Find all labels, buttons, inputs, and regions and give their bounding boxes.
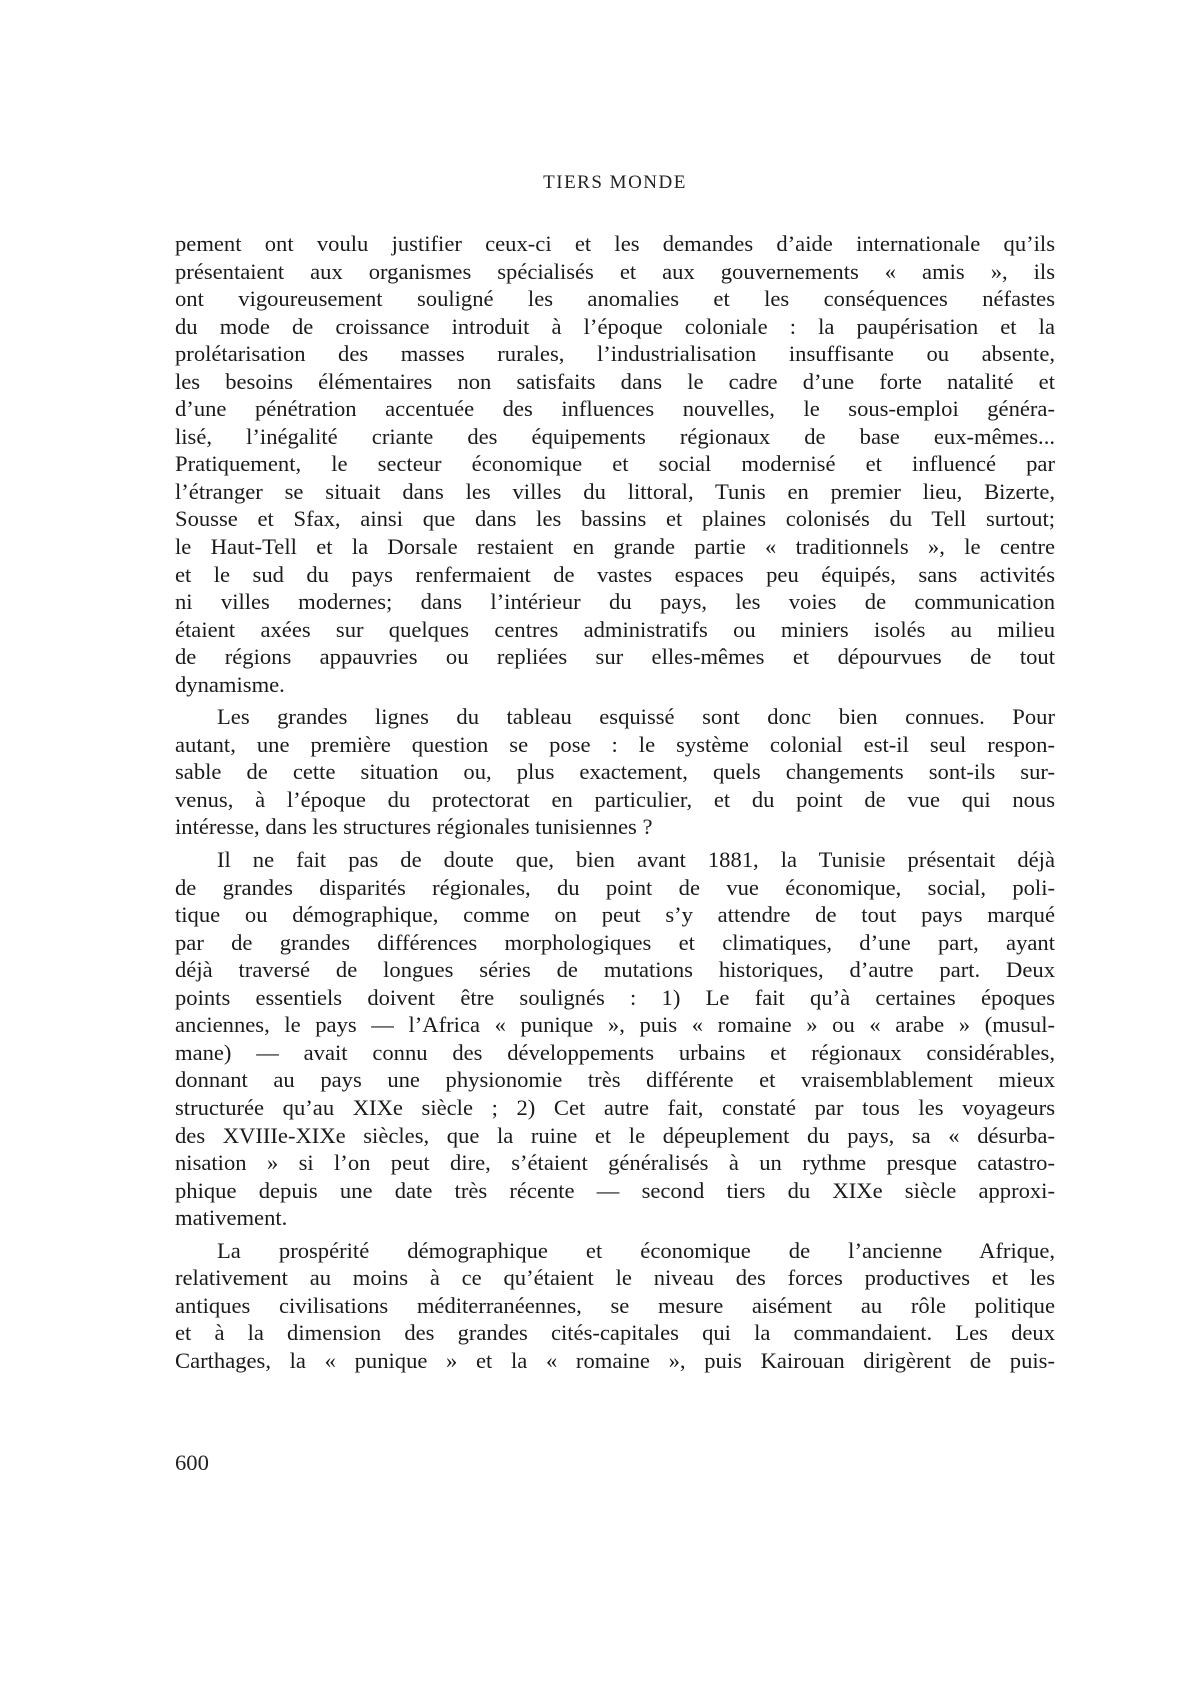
text-line: Il ne fait pas de doute que, bien avant 1881, la Tunisie présentait déjà [217,847,1055,873]
text-line: des XVIIIe-XIXe siècles, que la ruine et le dépeuplement du pays, sa « désurba- [175,1122,1055,1148]
text-line: relativement au moins à ce qu’étaient le niveau des forces productives et les [175,1265,1055,1291]
paragraph-2 [175,703,1055,841]
text-line: tique ou démographique, comme on peut s’y attendre de tout pays marqué [175,902,1055,928]
text-line: mane) — avait connu des développements urbains et régionaux considérables, [175,1039,1055,1065]
paragraph-4 [175,1237,1055,1375]
text-line: prolétarisation des masses rurales, l’industrialisation insuffisante ou absente, [175,341,1055,367]
page-number: 600 [175,1450,209,1475]
text-line: Carthages, la « punique » et la « romaine », puis Kairouan dirigèrent de puis- [175,1347,1055,1373]
text-line: points essentiels doivent être soulignés : 1) Le fait qu’à certaines époques [175,984,1055,1010]
text-line: et à la dimension des grandes cités-capitales qui la commandaient. Les deux [175,1320,1055,1346]
text-line: les besoins élémentaires non satisfaits dans le cadre d’une forte natalité et [175,368,1055,394]
text-line: dynamisme. [175,671,285,697]
text-line: sable de cette situation ou, plus exactement, quels changements sont-ils sur- [175,759,1055,785]
text-line: de grandes disparités régionales, du point de vue économique, social, poli- [175,874,1055,900]
text-line: ni villes modernes; dans l’intérieur du pays, les voies de communication [175,589,1055,615]
paragraph-3 [175,846,1055,1232]
text-line: par de grandes différences morphologiques et climatiques, d’une part, ayant [175,929,1055,955]
text-line: venus, à l’époque du protectorat en particulier, et du point de vue qui nous [175,786,1055,812]
text-line: pement ont voulu justifier ceux-ci et les demandes d’aide internationale qu’ils [175,231,1055,256]
text-line: d’une pénétration accentuée des influences nouvelles, le sous-emploi généra- [175,396,1055,422]
text-line: de régions appauvries ou repliées sur elles-mêmes et dépourvues de tout [175,644,1055,670]
running-head: TIERS MONDE [543,172,687,193]
text-line: structurée qu’au XIXe siècle ; 2) Cet autre fait, constaté par tous les voyageurs [175,1094,1055,1120]
text-line: La prospérité démographique et économique de l’ancienne Afrique, [217,1237,1055,1263]
text-line: antiques civilisations méditerranéennes, se mesure aisément au rôle politique [175,1292,1055,1318]
text-line: nisation » si l’on peut dire, s’étaient généralisés à un rythme presque catastro- [175,1150,1055,1176]
text-line: lisé, l’inégalité criante des équipements régionaux de base eux-mêmes... [175,423,1055,449]
paragraph-1 [175,230,1055,698]
text-line: anciennes, le pays — l’Africa « punique », puis « romaine » ou « arabe » (musul- [175,1012,1055,1038]
text-line: du mode de croissance introduit à l’époque coloniale : la paupérisation et la [175,313,1055,339]
text-line: l’étranger se situait dans les villes du littoral, Tunis en premier lieu, Bizerte, [175,478,1055,504]
text-line: déjà traversé de longues séries de mutations historiques, d’autre part. Deux [175,957,1055,983]
text-line: intéresse, dans les structures régionales tunisiennes ? [175,814,653,840]
body-text [175,230,1055,1374]
text-line: Les grandes lignes du tableau esquissé sont donc bien connues. Pour [217,704,1055,730]
text-line: donnant au pays une physionomie très différente et vraisemblablement mieux [175,1067,1055,1093]
text-line: Sousse et Sfax, ainsi que dans les bassins et plaines colonisés du Tell surtout; [175,506,1055,532]
text-line: présentaient aux organismes spécialisés et aux gouvernements « amis », ils [175,258,1055,284]
text-line: phique depuis une date très récente — second tiers du XIXe siècle approxi- [175,1177,1055,1203]
text-line: le Haut-Tell et la Dorsale restaient en grande partie « traditionnels », le centre [175,534,1055,560]
text-line: étaient axées sur quelques centres administratifs ou miniers isolés au milieu [175,616,1055,642]
text-line: et le sud du pays renfermaient de vastes espaces peu équipés, sans activités [175,561,1055,587]
text-line: autant, une première question se pose : le système colonial est-il seul respon- [175,731,1055,757]
text-line: Pratiquement, le secteur économique et social modernisé et influencé par [175,451,1055,477]
text-line: mativement. [175,1205,288,1231]
text-line: ont vigoureusement souligné les anomalies et les conséquences néfastes [175,286,1055,312]
